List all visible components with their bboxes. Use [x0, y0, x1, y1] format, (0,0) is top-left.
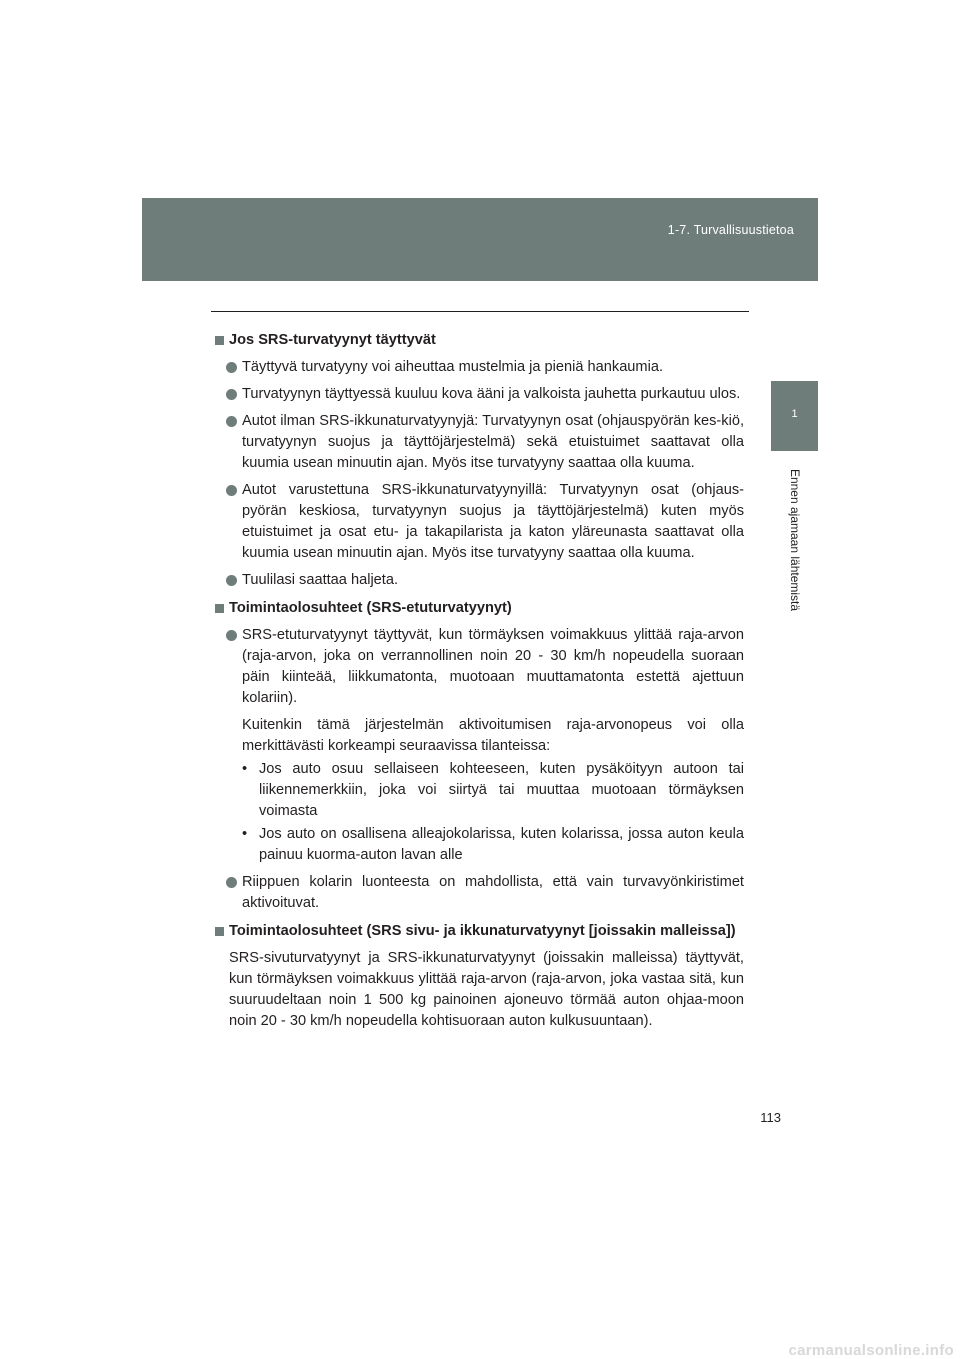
list-item-text: Turvatyynyn täyttyessä kuuluu kova ääni ja valkoista jauhetta purkautuu ulos.	[242, 386, 741, 402]
paragraph: SRS-sivuturvatyynyt ja SRS-ikkunaturvatyynyt (joissakin malleissa) täyttyvät, kun törmäyksen voimakkuus ylittää raja-arvon (raja-arvon, joka vastaa sitä, kun suuruudeltaan noin 1 500 kg painoinen ajoneuvo törmää auton ohjaa-moon noin 20 - 30 km/h nopeudella kohtisuoraan auton kulkusuuntaan).	[229, 950, 744, 1029]
list-item-text: Autot ilman SRS-ikkunaturvatyynyjä: Turvatyynyn osat (ohjauspyörän kes-kiö, turvatyynyn suojus ja täyttöjärjestelmä) sekä etuistuimet saattavat olla kuumia usean minuutin ajan. Myös itse turvatyyny saattaa olla kuuma.	[242, 413, 744, 471]
section-heading	[214, 921, 744, 942]
section-heading	[214, 330, 744, 351]
small-bullet-icon: •	[242, 761, 248, 777]
circle-bullet-icon	[226, 575, 237, 586]
chapter-tab	[771, 381, 818, 451]
circle-bullet-icon	[226, 485, 237, 496]
list-item	[214, 570, 744, 591]
list-item-text: Tuulilasi saattaa haljeta.	[242, 572, 399, 588]
page-number: 113	[760, 1110, 781, 1125]
sub-list-item-text: Jos auto osuu sellaiseen kohteeseen, kuten pysäköityyn autoon tai liikennemerkkiin, joka voi siirtyä tai muuttaa muotoaan törmäyksen voimasta	[259, 761, 744, 819]
list-item-text: Riippuen kolarin luonteesta on mahdollista, että vain turvavyönkiristimet aktivoituvat.	[242, 874, 744, 911]
circle-bullet-icon	[226, 877, 237, 888]
heading-text: Toimintaolosuhteet (SRS sivu- ja ikkunaturvatyynyt [joissakin malleissa])	[229, 923, 736, 939]
circle-bullet-icon	[226, 630, 237, 641]
header-band	[142, 198, 818, 281]
chapter-number: 1	[791, 408, 798, 420]
paragraph: Kuitenkin tämä järjestelmän aktivoitumisen raja-arvonopeus voi olla merkittävästi korkeampi seuraavissa tilanteissa:	[242, 717, 744, 754]
list-item-text: Autot varustettuna SRS-ikkunaturvatyynyillä: Turvatyynyn osat (ohjaus-pyörän keskiosa, turvatyynyn suojus ja täyttöjärjestelmä) kuten myös etuistuimet ja osat etu- ja takapilarista ja katon yläreunasta saattavat olla kuumia usean minuutin ajan. Myös itse turvatyyny saattaa olla kuuma.	[242, 482, 744, 561]
heading-text: Toimintaolosuhteet (SRS-etuturvatyynyt)	[229, 600, 512, 616]
list-item	[214, 411, 744, 474]
list-item	[214, 384, 744, 405]
watermark: carmanualsonline.info	[788, 1342, 954, 1359]
list-item-text: SRS-etuturvatyynyt täyttyvät, kun törmäyksen voimakkuus ylittää raja-arvon (raja-arvon, joka on verrannollinen noin 20 - 30 km/h nopeudella suoraan päin kiinteää, liikkumatonta, muotoaan muuttamatonta estettä ajettuun kolariin).	[242, 627, 744, 706]
sub-list-item-text: Jos auto on osallisena alleajokolarissa, kuten kolarissa, jossa auton keula painuu kuorma-auton lavan alle	[259, 826, 744, 863]
page-content	[214, 322, 744, 1032]
sub-list-item	[214, 824, 744, 866]
square-bullet-icon	[215, 604, 224, 613]
circle-bullet-icon	[226, 416, 237, 427]
sub-list-item	[214, 759, 744, 822]
list-item	[214, 872, 744, 914]
square-bullet-icon	[215, 336, 224, 345]
list-item	[214, 625, 744, 709]
heading-text: Jos SRS-turvatyynyt täyttyvät	[229, 332, 436, 348]
small-bullet-icon: •	[242, 826, 248, 842]
square-bullet-icon	[215, 927, 224, 936]
circle-bullet-icon	[226, 362, 237, 373]
top-rule	[211, 311, 749, 312]
list-item-text: Täyttyvä turvatyyny voi aiheuttaa mustelmia ja pieniä hankaumia.	[242, 359, 663, 375]
circle-bullet-icon	[226, 389, 237, 400]
list-item	[214, 357, 744, 378]
list-item	[214, 480, 744, 564]
chapter-label: Ennen ajamaan lähtemistä	[788, 468, 802, 612]
section-title: 1-7. Turvallisuustietoa	[667, 223, 794, 237]
section-heading	[214, 598, 744, 619]
